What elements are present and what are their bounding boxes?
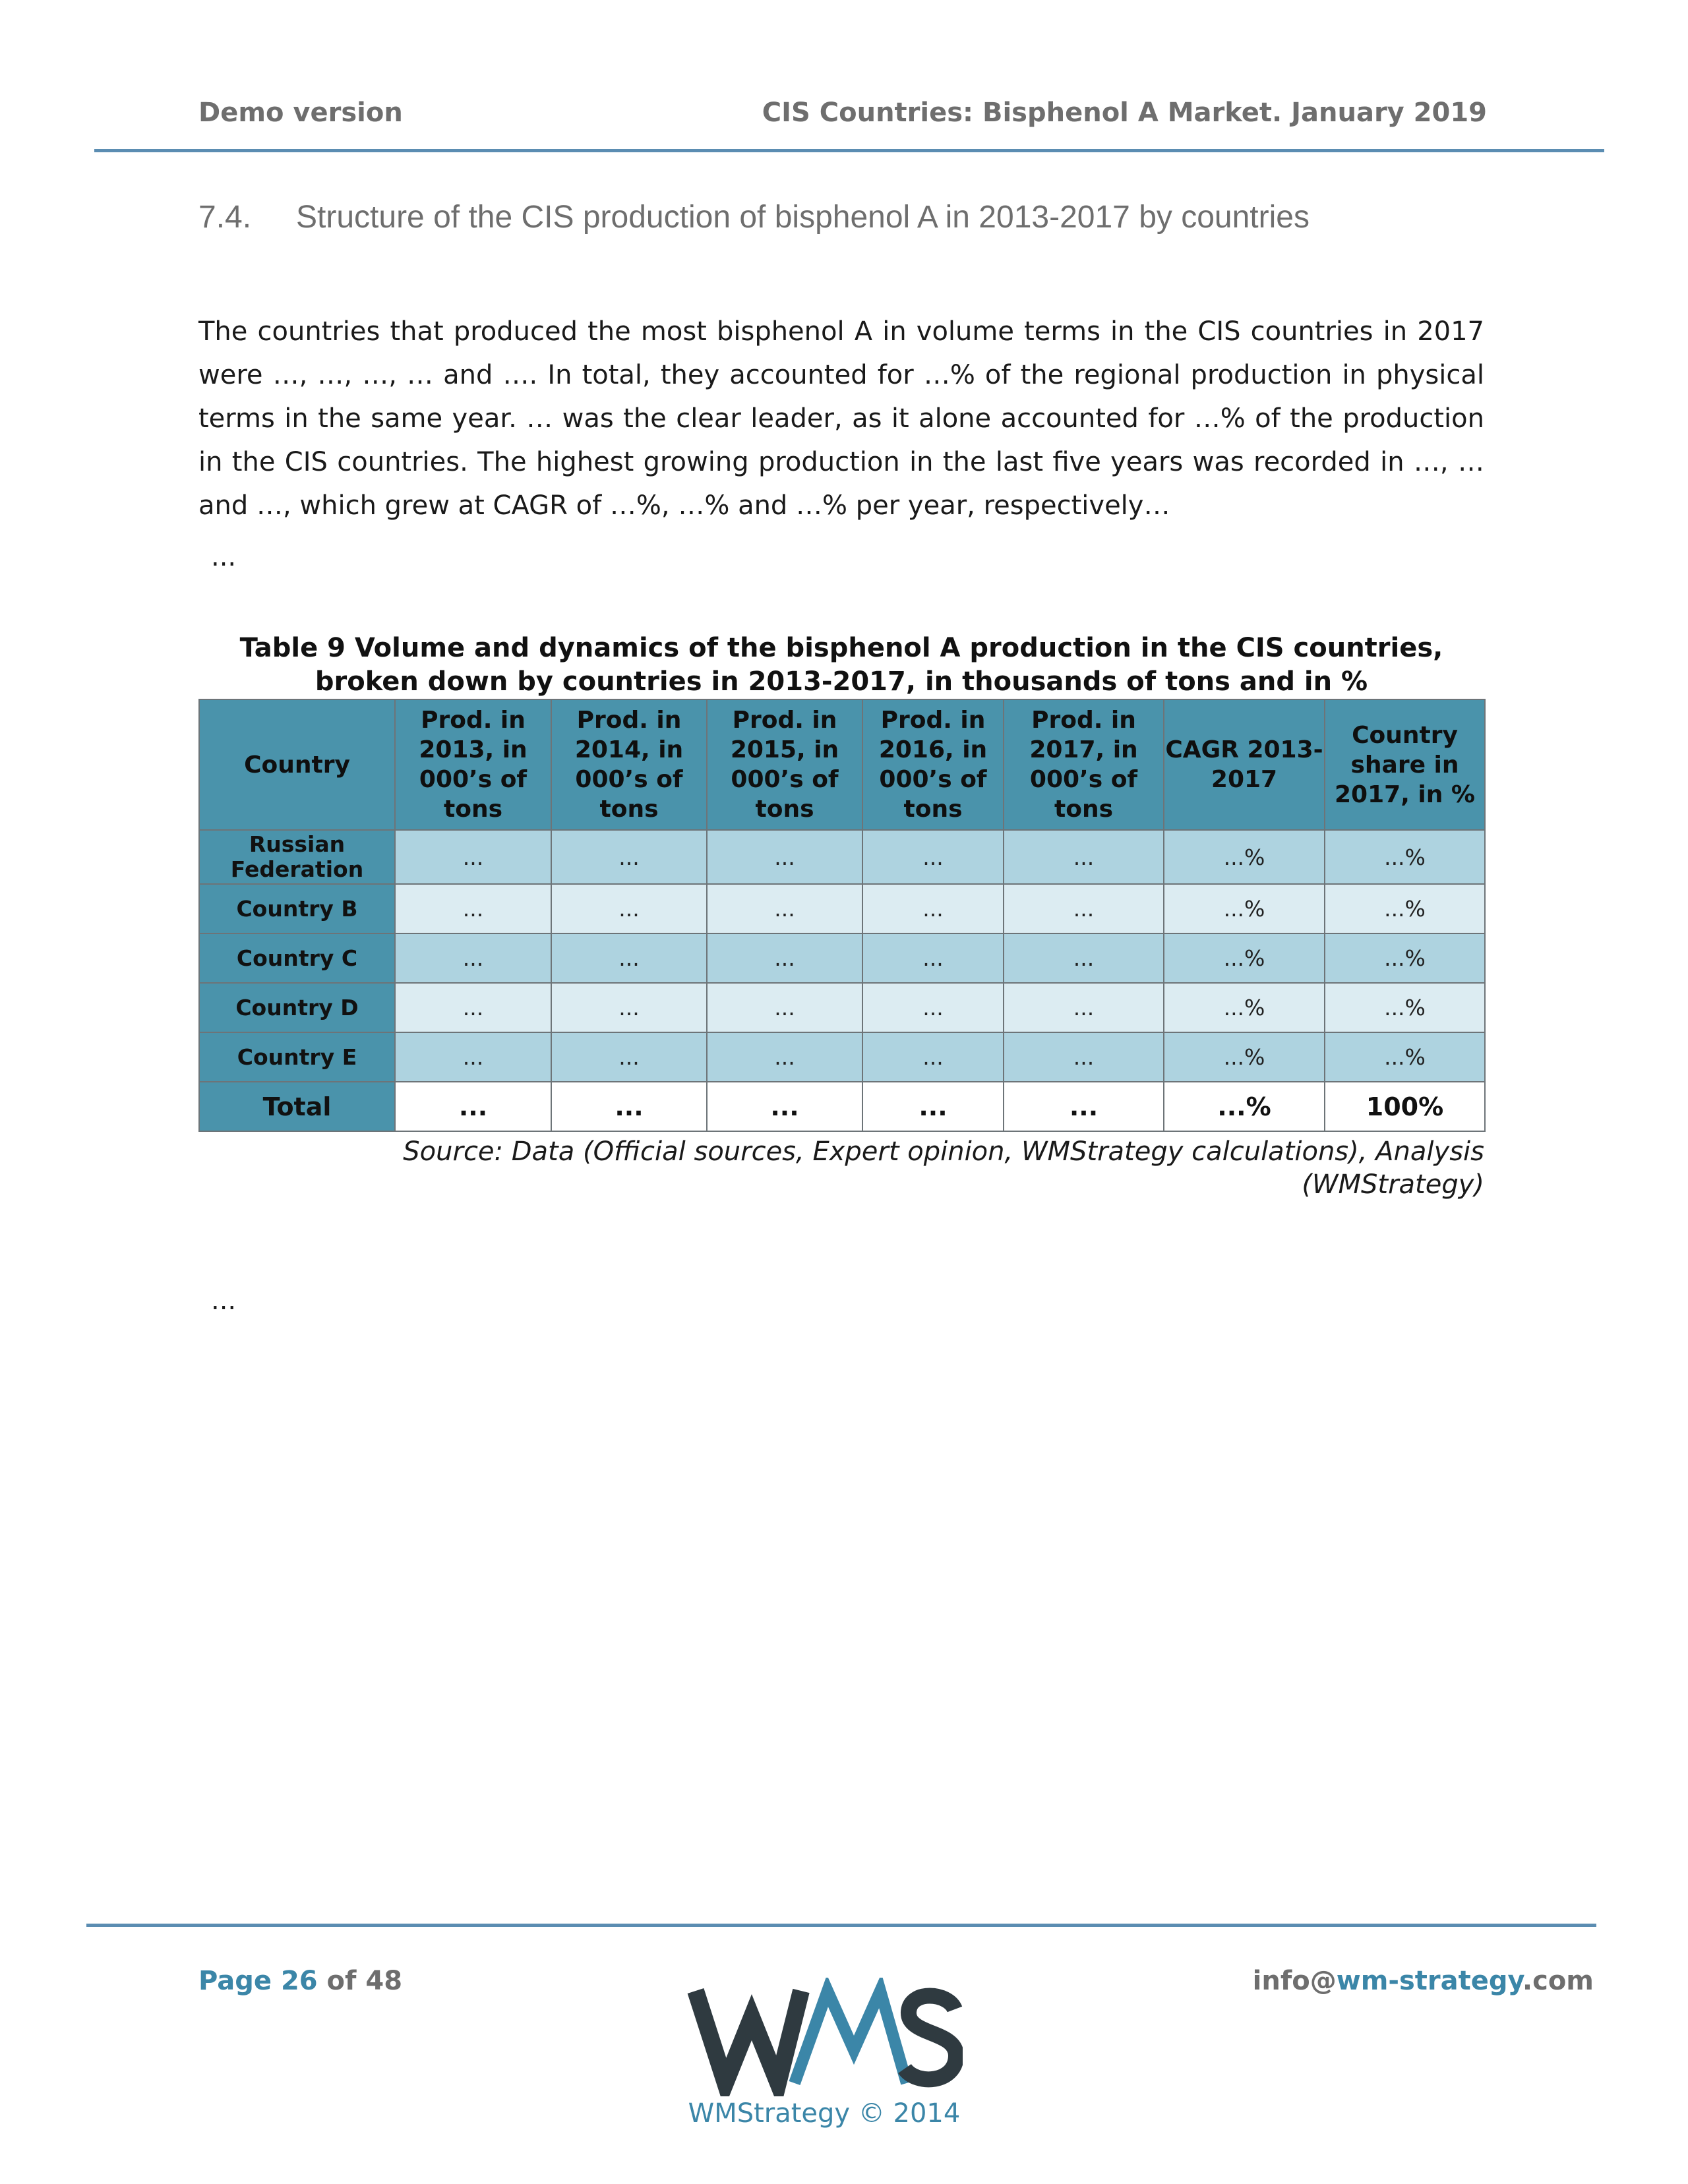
table-cell: ... xyxy=(707,933,862,983)
table-cell: ... xyxy=(1004,1032,1164,1082)
table-cell: ... xyxy=(1004,830,1164,884)
table-cell: ... xyxy=(1004,1082,1164,1131)
column-header: Prod. in 2017, in 000’s of tons xyxy=(1004,699,1164,830)
row-country: Country C xyxy=(199,933,395,983)
column-header: Prod. in 2013, in 000’s of tons xyxy=(395,699,551,830)
table-cell: ... xyxy=(551,1082,707,1131)
table-cell: ... xyxy=(395,983,551,1032)
table-header-row xyxy=(199,699,1485,830)
page-number: 26 xyxy=(280,1966,318,1996)
table-cell: ...% xyxy=(1164,933,1325,983)
column-header: Country share in 2017, in % xyxy=(1325,699,1485,830)
table-cell: ... xyxy=(395,1032,551,1082)
table-cell: ... xyxy=(551,983,707,1032)
row-country: Country B xyxy=(199,884,395,933)
ellipsis-marker: ... xyxy=(211,542,237,572)
row-country: Country E xyxy=(199,1032,395,1082)
wms-logo xyxy=(686,1978,963,2096)
column-header: Country xyxy=(199,699,395,830)
contact-email[interactable] xyxy=(1253,1966,1594,1996)
logo-letter-w xyxy=(696,1991,801,2083)
column-header: CAGR 2013-2017 xyxy=(1164,699,1325,830)
row-country: Russian Federation xyxy=(199,830,395,884)
section-title: Structure of the CIS production of bisphenol A in 2013-2017 by countries xyxy=(296,200,1310,235)
header-demo-label: Demo version xyxy=(198,98,403,128)
table-cell: ... xyxy=(862,1032,1004,1082)
row-country: Country D xyxy=(199,983,395,1032)
footer-divider xyxy=(86,1924,1596,1927)
email-domain: wm-strategy xyxy=(1336,1966,1522,1996)
table-cell: 100% xyxy=(1325,1082,1485,1131)
logo-letter-m xyxy=(795,1991,907,2083)
table-cell: ...% xyxy=(1164,884,1325,933)
table-cell: ... xyxy=(395,1082,551,1131)
table-cell: ... xyxy=(707,830,862,884)
page-total: of 48 xyxy=(326,1966,403,1996)
source-line-2: (WMStrategy) xyxy=(1302,1169,1484,1200)
table-row xyxy=(199,830,1485,884)
table-cell: ... xyxy=(551,884,707,933)
row-country: Total xyxy=(199,1082,395,1131)
table-cell: ...% xyxy=(1164,830,1325,884)
page-indicator xyxy=(198,1966,402,1996)
table-cell: ... xyxy=(862,1082,1004,1131)
body-paragraph: The countries that produced the most bisphenol A in volume terms in the CIS countries in 2017 were …, …, …, … and …. In total, they accounted for …% of the regional production in physical terms in the same year. … was the clear leader, as it alone accounted for …% of the production in the CIS countries. The highest growing production in the last five years was recorded in …, … and …, which grew at CAGR of …%, …% and …% per year, respectively… xyxy=(198,316,1484,521)
table-cell: ...% xyxy=(1325,884,1485,933)
page-label: Page xyxy=(198,1966,272,1996)
section-number: 7.4. xyxy=(198,200,252,235)
table-cell: ... xyxy=(395,884,551,933)
source-line-1: Source: Data (Official sources, Expert opinion, WMStrategy calculations), Analysis xyxy=(403,1136,1484,1167)
header-divider xyxy=(94,149,1604,152)
logo-caption: WMStrategy © 2014 xyxy=(688,2098,961,2129)
table-cell: ... xyxy=(707,1082,862,1131)
logo-letter-s xyxy=(905,1996,956,2080)
email-user: info@ xyxy=(1252,1966,1337,1996)
table-cell: ...% xyxy=(1325,983,1485,1032)
table-cell: ... xyxy=(862,983,1004,1032)
table-cell: ...% xyxy=(1164,1082,1325,1131)
column-header: Prod. in 2015, in 000’s of tons xyxy=(707,699,862,830)
column-header: Prod. in 2016, in 000’s of tons xyxy=(862,699,1004,830)
table-cell: ...% xyxy=(1164,1032,1325,1082)
table-cell: ...% xyxy=(1164,983,1325,1032)
table-cell: ... xyxy=(707,884,862,933)
table-cell: ... xyxy=(551,830,707,884)
table-cell: ... xyxy=(551,933,707,983)
table-cell: ... xyxy=(1004,933,1164,983)
table-cell: ... xyxy=(395,830,551,884)
table-cell: ...% xyxy=(1325,1032,1485,1082)
table-row xyxy=(199,933,1485,983)
table-caption-line-1: Table 9 Volume and dynamics of the bisphenol A production in the CIS countries, xyxy=(239,633,1443,663)
table-cell: ...% xyxy=(1325,933,1485,983)
table-caption-line-2: broken down by countries in 2013-2017, in thousands of tons and in % xyxy=(315,666,1368,697)
table-cell: ... xyxy=(1004,983,1164,1032)
table-row xyxy=(199,1032,1485,1082)
table-cell: ... xyxy=(551,1032,707,1082)
table-cell: ... xyxy=(707,983,862,1032)
table-total-row xyxy=(199,1082,1485,1131)
table-cell: ... xyxy=(1004,884,1164,933)
table-cell: ...% xyxy=(1325,830,1485,884)
header-report-title: CIS Countries: Bisphenol A Market. January 2019 xyxy=(762,98,1487,128)
table-row xyxy=(199,983,1485,1032)
section-heading xyxy=(198,199,1310,235)
table-source-note xyxy=(297,1135,1484,1201)
table-caption xyxy=(198,632,1484,699)
table-cell: ... xyxy=(707,1032,862,1082)
table-cell: ... xyxy=(862,830,1004,884)
table-cell: ... xyxy=(862,884,1004,933)
ellipsis-marker: ... xyxy=(211,1285,237,1316)
email-tld: .com xyxy=(1522,1966,1594,1996)
column-header: Prod. in 2014, in 000’s of tons xyxy=(551,699,707,830)
production-table xyxy=(198,699,1486,1132)
table-cell: ... xyxy=(862,933,1004,983)
table-cell: ... xyxy=(395,933,551,983)
table-row xyxy=(199,884,1485,933)
